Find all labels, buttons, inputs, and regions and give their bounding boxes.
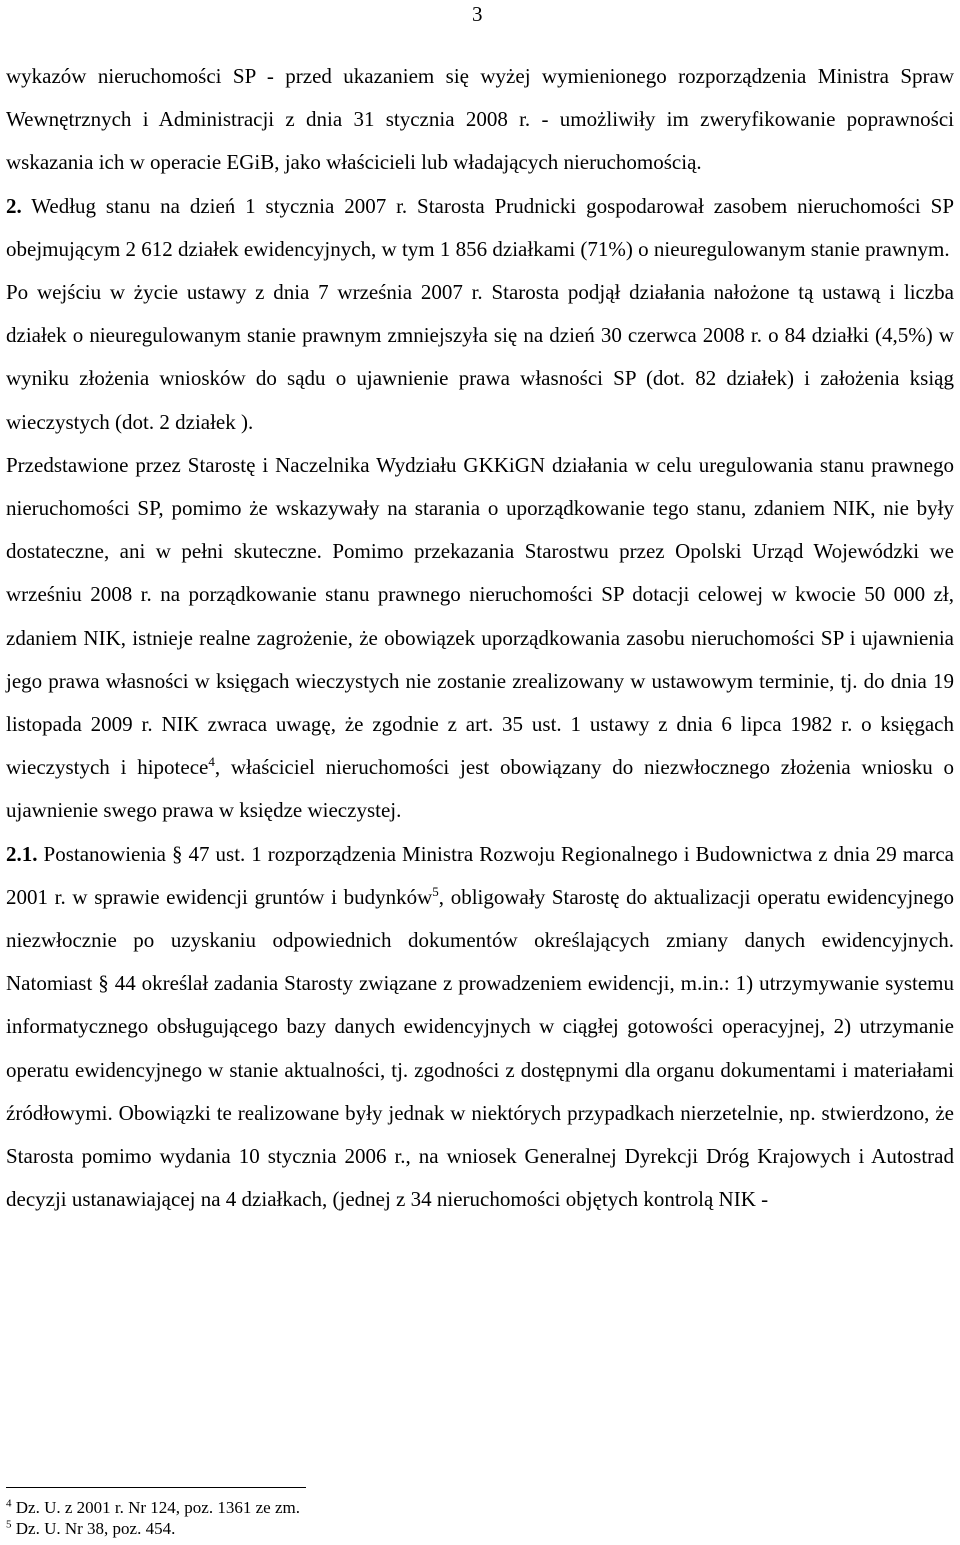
section-label: 2. bbox=[6, 193, 22, 218]
footnote-4 bbox=[6, 1497, 300, 1518]
paragraph-text-continued: , obligowały Starostę do aktualizacji operatu ewidencyjnego niezwłocznie po uzyskaniu odpowiednich dokumentów określających zmiany danych ewidencyjnych. Natomiast § 44 określał zadania Starosty związane z prowadzeniem ewidencji, m.in.: 1) utrzymywanie systemu informatycznego obsługującego bazy danych ewidencyjnych w ciągłej gotowości operacyjnej, 2) utrzymanie operatu ewidencyjnego w stanie aktualności, tj. zgodności z dostępnymi dla organu dokumentami i materiałami źródłowymi. Obowiązki te realizowane były jednak w niektórych przypadkach nierzetelnie, np. stwierdzono, że Starosta pomimo wydania 10 stycznia 2006 r., na wniosek Generalnej Dyrekcji Dróg Krajowych i Autostrad decyzji ustanawiającej na 4 działkach, (jednej z 34 nieruchomości objętych kontrolą NIK - bbox=[6, 884, 954, 1212]
paragraph-text: Przedstawione przez Starostę i Naczelnika Wydziału GKKiGN działania w celu uregulowania stanu prawnego nieruchomości SP, pomimo że wskazywały na starania o uporządkowanie tego stanu, zdaniem NIK, nie były dostateczne, ani w pełni skuteczne. Pomimo przekazania Starostwu przez Opolski Urząd Wojewódzki we wrześniu 2008 r. na porządkowanie stanu prawnego nieruchomości SP dotacji celowej w kwocie 50 000 zł, zdaniem NIK, istnieje realne zagrożenie, że obowiązek uporządkowania zasobu nieruchomości SP i ujawnienia jego prawa własności w księgach wieczystych nie zostanie zrealizowany w ustawowym terminie, tj. do dnia 19 listopada 2009 r. NIK zwraca uwagę, że zgodnie z art. 35 ust. 1 ustawy z dnia 6 lipca 1982 r. o księgach wieczystych i hipotece bbox=[6, 452, 954, 780]
footnotes bbox=[6, 1497, 300, 1539]
paragraph-5 bbox=[6, 833, 954, 1222]
footnote-text: Dz. U. Nr 38, poz. 454. bbox=[15, 1519, 176, 1538]
paragraph-text: wykazów nieruchomości SP - przed ukazaniem się wyżej wymienionego rozporządzenia Ministra Spraw Wewnętrznych i Administracji z dnia 31 stycznia 2008 r. - umożliwiły im zweryfikowanie poprawności wskazania ich w operacie EGiB, jako właścicieli lub władających nieruchomością. bbox=[6, 64, 954, 175]
paragraph-1 bbox=[6, 55, 954, 185]
paragraph-text: Postanowienia § 47 ust. 1 rozporządzenia Ministra Rozwoju Regionalnego i Budownictwa z dnia 29 marca 2001 r. w sprawie ewidencji gruntów i budynków bbox=[6, 841, 954, 909]
body-text bbox=[6, 55, 954, 1221]
paragraph-4 bbox=[6, 444, 954, 833]
footnote-number: 5 bbox=[6, 1518, 12, 1531]
footnote-number: 4 bbox=[6, 1497, 12, 1510]
footnote-text: Dz. U. z 2001 r. Nr 124, poz. 1361 ze zm. bbox=[15, 1498, 300, 1517]
footnote-ref-5[interactable]: 5 bbox=[432, 883, 439, 899]
footnote-ref-4[interactable]: 4 bbox=[208, 754, 215, 770]
paragraph-text: Po wejściu w życie ustawy z dnia 7 września 2007 r. Starosta podjął działania nałożone tą ustawą i liczba działek o nieuregulowanym stanie prawnym zmniejszyła się na dzień 30 czerwca 2008 r. o 84 działki (4,5%) w wyniku złożenia wniosków do sądu o ujawnienie prawa własności SP (dot. 82 działek) i założenia ksiąg wieczystych (dot. 2 działek ). bbox=[6, 280, 954, 434]
page-number: 3 bbox=[472, 2, 483, 26]
footnote-5 bbox=[6, 1518, 300, 1539]
paragraph-text-continued: , właściciel nieruchomości jest obowiązany do niezwłocznego złożenia wniosku o ujawnienie swego prawa w księdze wieczystej. bbox=[6, 755, 954, 823]
paragraph-text: Według stanu na dzień 1 stycznia 2007 r. Starosta Prudnicki gospodarował zasobem nieruchomości SP obejmującym 2 612 działek ewidencyjnych, w tym 1 856 działkami (71%) o nieuregulowanym stanie prawnym. bbox=[6, 193, 955, 261]
footnote-divider bbox=[6, 1487, 306, 1488]
paragraph-3 bbox=[6, 271, 954, 444]
paragraph-2 bbox=[6, 185, 954, 271]
section-label: 2.1. bbox=[6, 841, 38, 866]
